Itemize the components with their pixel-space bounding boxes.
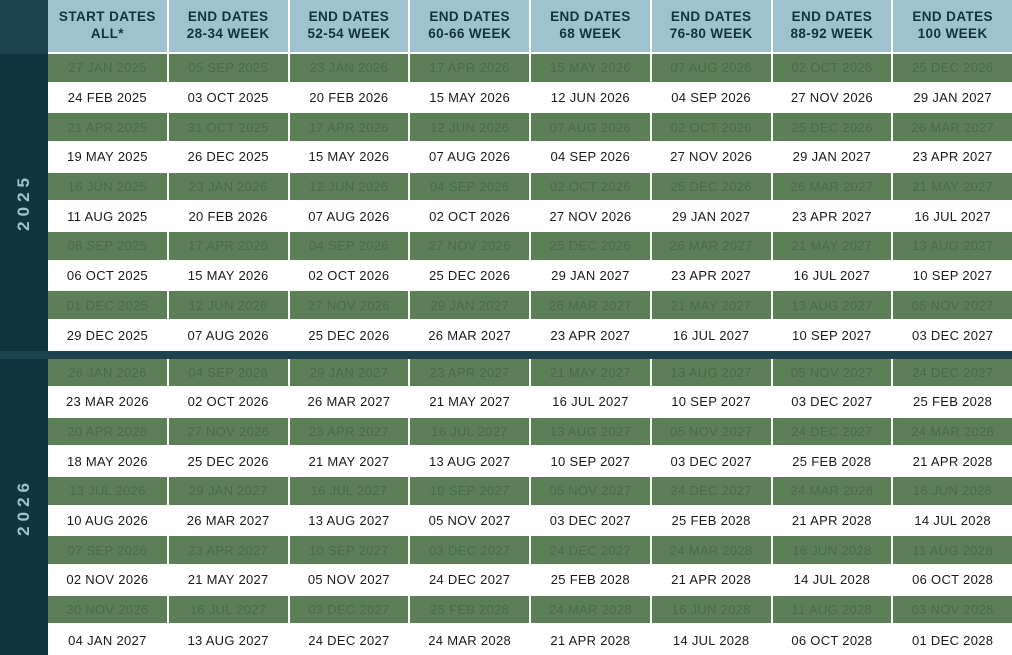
table-cell: 25 FEB 2028 xyxy=(893,388,1012,418)
table-cell: 24 MAR 2028 xyxy=(410,625,531,655)
table-cell: 02 OCT 2026 xyxy=(773,54,894,84)
table-cell: 16 JUN 2028 xyxy=(893,477,1012,507)
table-cell: 24 DEC 2027 xyxy=(773,418,894,448)
table-cell: 25 DEC 2026 xyxy=(893,54,1012,84)
table-cell: 16 JUL 2027 xyxy=(531,388,652,418)
table-row xyxy=(48,447,1012,477)
table-cell: 19 MAY 2025 xyxy=(48,143,169,173)
table-cell: 26 MAR 2027 xyxy=(893,113,1012,143)
table-cell: 16 JUL 2027 xyxy=(169,596,290,626)
table-cell: 12 JUN 2026 xyxy=(410,113,531,143)
table-cell: 24 MAR 2028 xyxy=(652,536,773,566)
table-cell: 25 DEC 2026 xyxy=(290,321,411,351)
table-row xyxy=(48,143,1012,173)
table-cell: 16 JUN 2028 xyxy=(652,596,773,626)
table-row xyxy=(48,84,1012,114)
table-cell: 26 JAN 2026 xyxy=(48,359,169,389)
table-cell: 07 AUG 2026 xyxy=(290,202,411,232)
table-cell: 05 NOV 2027 xyxy=(410,507,531,537)
table-cell: 06 OCT 2028 xyxy=(773,625,894,655)
table-cell: 21 MAY 2027 xyxy=(531,359,652,389)
column-header-100-week xyxy=(893,0,1012,54)
column-header-28-34-week xyxy=(169,0,290,54)
table-row xyxy=(48,291,1012,321)
table-cell: 29 DEC 2025 xyxy=(48,321,169,351)
table-row xyxy=(48,113,1012,143)
column-header-52-54-week xyxy=(290,0,411,54)
table-cell: 21 MAY 2027 xyxy=(290,447,411,477)
table-cell: 23 APR 2027 xyxy=(773,202,894,232)
table-cell: 24 DEC 2027 xyxy=(652,477,773,507)
table-cell: 02 OCT 2026 xyxy=(531,173,652,203)
column-header-line1: END DATES xyxy=(670,9,752,25)
column-header-line2: 28-34 WEEK xyxy=(186,26,270,41)
table-cell: 26 MAR 2027 xyxy=(169,507,290,537)
table-cell: 21 APR 2025 xyxy=(48,113,169,143)
column-header-line2: ALL* xyxy=(90,26,124,41)
table-cell: 24 FEB 2025 xyxy=(48,84,169,114)
table-cell: 04 SEP 2026 xyxy=(652,84,773,114)
table-cell: 23 JAN 2026 xyxy=(169,173,290,203)
table-cell: 24 DEC 2027 xyxy=(531,536,652,566)
table-cell: 02 NOV 2026 xyxy=(48,566,169,596)
table-cell: 16 JUN 2025 xyxy=(48,173,169,203)
table-cell: 23 APR 2027 xyxy=(290,418,411,448)
table-cell: 20 FEB 2026 xyxy=(290,84,411,114)
table-cell: 29 JAN 2027 xyxy=(531,262,652,292)
table-cell: 05 NOV 2027 xyxy=(893,291,1012,321)
table-cell: 04 SEP 2026 xyxy=(169,359,290,389)
table-cell: 27 NOV 2026 xyxy=(410,232,531,262)
table-cell: 29 JAN 2027 xyxy=(652,202,773,232)
table-cell: 04 SEP 2026 xyxy=(410,173,531,203)
table-cell: 10 SEP 2027 xyxy=(652,388,773,418)
table-cell: 24 DEC 2027 xyxy=(893,359,1012,389)
table-cell: 05 NOV 2027 xyxy=(290,566,411,596)
table-cell: 03 OCT 2025 xyxy=(169,84,290,114)
table-cell: 04 SEP 2026 xyxy=(531,143,652,173)
table-cell: 13 AUG 2027 xyxy=(290,507,411,537)
table-cell: 29 JAN 2027 xyxy=(169,477,290,507)
table-cell: 23 APR 2027 xyxy=(531,321,652,351)
table-cell: 26 MAR 2027 xyxy=(290,388,411,418)
table-cell: 17 APR 2026 xyxy=(169,232,290,262)
table-cell: 13 AUG 2027 xyxy=(773,291,894,321)
table-cell: 17 APR 2026 xyxy=(410,54,531,84)
table-row xyxy=(48,596,1012,626)
table-cell: 13 AUG 2027 xyxy=(531,418,652,448)
table-cell: 10 SEP 2027 xyxy=(531,447,652,477)
table-cell: 25 DEC 2026 xyxy=(531,232,652,262)
table-row xyxy=(48,418,1012,448)
table-cell: 06 OCT 2025 xyxy=(48,262,169,292)
table-cell: 10 SEP 2027 xyxy=(893,262,1012,292)
table-cell: 12 JUN 2026 xyxy=(290,173,411,203)
table-cell: 30 NOV 2026 xyxy=(48,596,169,626)
table-cell: 12 JUN 2026 xyxy=(531,84,652,114)
table-cell: 07 AUG 2026 xyxy=(410,143,531,173)
column-header-line1: END DATES xyxy=(550,9,631,25)
table-cell: 21 MAY 2027 xyxy=(893,173,1012,203)
table-cell: 24 MAR 2028 xyxy=(773,477,894,507)
table-header-row xyxy=(0,0,1012,54)
table-cell: 13 AUG 2027 xyxy=(410,447,531,477)
table-cell: 13 AUG 2027 xyxy=(169,625,290,655)
table-cell: 10 AUG 2026 xyxy=(48,507,169,537)
table-cell: 16 JUN 2028 xyxy=(773,536,894,566)
table-cell: 02 OCT 2026 xyxy=(410,202,531,232)
table-cell: 31 OCT 2025 xyxy=(169,113,290,143)
year-block-2026 xyxy=(0,359,1012,655)
table-row xyxy=(48,477,1012,507)
table-cell: 23 MAR 2026 xyxy=(48,388,169,418)
year-label-text: 2025 xyxy=(14,173,33,232)
column-header-line1: END DATES xyxy=(187,9,269,25)
table-cell: 21 APR 2028 xyxy=(652,566,773,596)
table-cell: 26 DEC 2025 xyxy=(169,143,290,173)
table-cell: 11 AUG 2025 xyxy=(48,202,169,232)
table-cell: 06 OCT 2028 xyxy=(893,566,1012,596)
table-cell: 15 MAY 2026 xyxy=(410,84,531,114)
table-cell: 23 APR 2027 xyxy=(652,262,773,292)
table-cell: 14 JUL 2028 xyxy=(773,566,894,596)
table-cell: 16 JUL 2027 xyxy=(893,202,1012,232)
table-cell: 26 MAR 2027 xyxy=(652,232,773,262)
table-cell: 01 DEC 2025 xyxy=(48,291,169,321)
table-cell: 16 JUL 2027 xyxy=(410,418,531,448)
table-cell: 21 MAY 2027 xyxy=(410,388,531,418)
table-cell: 02 OCT 2026 xyxy=(290,262,411,292)
table-cell: 04 SEP 2026 xyxy=(290,232,411,262)
table-cell: 24 DEC 2027 xyxy=(410,566,531,596)
table-cell: 21 APR 2028 xyxy=(531,625,652,655)
column-header-line2: 60-66 WEEK xyxy=(428,26,512,41)
table-cell: 01 DEC 2028 xyxy=(893,625,1012,655)
column-header-start-dates xyxy=(48,0,169,54)
table-cell: 14 JUL 2028 xyxy=(893,507,1012,537)
table-row xyxy=(48,173,1012,203)
table-cell: 10 SEP 2027 xyxy=(773,321,894,351)
table-cell: 24 MAR 2028 xyxy=(893,418,1012,448)
table-cell: 23 APR 2027 xyxy=(410,359,531,389)
table-cell: 25 FEB 2028 xyxy=(773,447,894,477)
column-header-line2: 52-54 WEEK xyxy=(307,26,391,41)
year-rows-2025 xyxy=(48,54,1012,351)
table-cell: 23 JAN 2026 xyxy=(290,54,411,84)
table-cell: 25 FEB 2028 xyxy=(652,507,773,537)
table-row xyxy=(48,262,1012,292)
table-cell: 03 DEC 2027 xyxy=(290,596,411,626)
year-label-text: 2026 xyxy=(14,477,33,536)
table-cell: 13 AUG 2027 xyxy=(893,232,1012,262)
table-cell: 26 MAR 2027 xyxy=(531,291,652,321)
block-separator xyxy=(0,351,1012,359)
table-cell: 29 JAN 2027 xyxy=(893,84,1012,114)
table-cell: 17 APR 2026 xyxy=(290,113,411,143)
table-cell: 07 SEP 2026 xyxy=(48,536,169,566)
table-cell: 29 JAN 2027 xyxy=(290,359,411,389)
table-cell: 03 DEC 2027 xyxy=(652,447,773,477)
year-rows-2026 xyxy=(48,359,1012,655)
table-cell: 21 APR 2028 xyxy=(773,507,894,537)
table-cell: 16 JUL 2027 xyxy=(652,321,773,351)
table-cell: 03 DEC 2027 xyxy=(773,388,894,418)
column-header-line1: START DATES xyxy=(58,9,156,25)
table-cell: 20 APR 2026 xyxy=(48,418,169,448)
table-cell: 18 MAY 2026 xyxy=(48,447,169,477)
table-cell: 27 JAN 2025 xyxy=(48,54,169,84)
table-cell: 20 FEB 2026 xyxy=(169,202,290,232)
table-row xyxy=(48,321,1012,351)
table-cell: 05 NOV 2027 xyxy=(531,477,652,507)
table-row xyxy=(48,359,1012,389)
table-cell: 24 DEC 2027 xyxy=(290,625,411,655)
table-cell: 21 MAY 2027 xyxy=(169,566,290,596)
table-cell: 23 APR 2027 xyxy=(893,143,1012,173)
column-header-line1: END DATES xyxy=(912,9,993,25)
table-cell: 07 AUG 2026 xyxy=(531,113,652,143)
year-label-2025 xyxy=(0,54,48,351)
table-cell: 13 AUG 2027 xyxy=(652,359,773,389)
column-header-line2: 76-80 WEEK xyxy=(669,26,753,41)
table-cell: 03 DEC 2027 xyxy=(893,321,1012,351)
table-cell: 25 DEC 2026 xyxy=(652,173,773,203)
column-header-76-80-week xyxy=(652,0,773,54)
table-cell: 04 JAN 2027 xyxy=(48,625,169,655)
table-cell: 27 NOV 2026 xyxy=(290,291,411,321)
table-cell: 05 NOV 2027 xyxy=(773,359,894,389)
table-row xyxy=(48,388,1012,418)
table-cell: 25 FEB 2028 xyxy=(410,596,531,626)
table-cell: 12 JUN 2026 xyxy=(169,291,290,321)
table-row xyxy=(48,54,1012,84)
year-label-2026 xyxy=(0,359,48,655)
table-cell: 15 MAY 2026 xyxy=(169,262,290,292)
table-cell: 15 MAY 2026 xyxy=(531,54,652,84)
table-row xyxy=(48,507,1012,537)
table-row xyxy=(48,625,1012,655)
table-cell: 14 JUL 2028 xyxy=(652,625,773,655)
column-header-line1: END DATES xyxy=(429,9,510,25)
table-cell: 25 FEB 2028 xyxy=(531,566,652,596)
table-cell: 29 JAN 2027 xyxy=(410,291,531,321)
year-block-2025 xyxy=(0,54,1012,351)
table-cell: 26 MAR 2027 xyxy=(773,173,894,203)
table-cell: 26 MAR 2027 xyxy=(410,321,531,351)
table-cell: 11 AUG 2028 xyxy=(773,596,894,626)
table-cell: 15 MAY 2026 xyxy=(290,143,411,173)
table-cell: 27 NOV 2026 xyxy=(773,84,894,114)
table-cell: 10 SEP 2027 xyxy=(290,536,411,566)
column-header-88-92-week xyxy=(773,0,894,54)
table-cell: 02 OCT 2026 xyxy=(169,388,290,418)
header-corner-spacer xyxy=(0,0,48,54)
table-cell: 25 DEC 2026 xyxy=(773,113,894,143)
table-cell: 03 DEC 2027 xyxy=(410,536,531,566)
table-cell: 10 SEP 2027 xyxy=(410,477,531,507)
column-header-line1: END DATES xyxy=(308,9,390,25)
table-cell: 07 AUG 2026 xyxy=(169,321,290,351)
column-header-line2: 88-92 WEEK xyxy=(790,26,874,41)
table-cell: 16 JUL 2027 xyxy=(290,477,411,507)
table-cell: 13 JUL 2026 xyxy=(48,477,169,507)
table-cell: 11 AUG 2028 xyxy=(893,536,1012,566)
table-row xyxy=(48,202,1012,232)
table-cell: 05 SEP 2025 xyxy=(169,54,290,84)
table-cell: 27 NOV 2026 xyxy=(652,143,773,173)
column-header-line2: 100 WEEK xyxy=(917,26,988,41)
table-cell: 25 DEC 2026 xyxy=(169,447,290,477)
table-cell: 25 DEC 2026 xyxy=(410,262,531,292)
column-header-60-66-week xyxy=(410,0,531,54)
table-cell: 27 NOV 2026 xyxy=(531,202,652,232)
table-cell: 24 MAR 2028 xyxy=(531,596,652,626)
table-cell: 29 JAN 2027 xyxy=(773,143,894,173)
table-cell: 05 NOV 2027 xyxy=(652,418,773,448)
table-cell: 16 JUL 2027 xyxy=(773,262,894,292)
table-cell: 08 SEP 2025 xyxy=(48,232,169,262)
table-cell: 03 NOV 2028 xyxy=(893,596,1012,626)
column-header-line2: 68 WEEK xyxy=(559,26,622,41)
table-cell: 02 OCT 2026 xyxy=(652,113,773,143)
table-cell: 07 AUG 2026 xyxy=(652,54,773,84)
table-cell: 21 APR 2028 xyxy=(893,447,1012,477)
table-row xyxy=(48,566,1012,596)
column-header-68-week xyxy=(531,0,652,54)
table-cell: 27 NOV 2026 xyxy=(169,418,290,448)
table-cell: 21 MAY 2027 xyxy=(773,232,894,262)
table-cell: 21 MAY 2027 xyxy=(652,291,773,321)
table-cell: 03 DEC 2027 xyxy=(531,507,652,537)
table-row xyxy=(48,536,1012,566)
table-row xyxy=(48,232,1012,262)
column-header-line1: END DATES xyxy=(791,9,873,25)
table-cell: 23 APR 2027 xyxy=(169,536,290,566)
